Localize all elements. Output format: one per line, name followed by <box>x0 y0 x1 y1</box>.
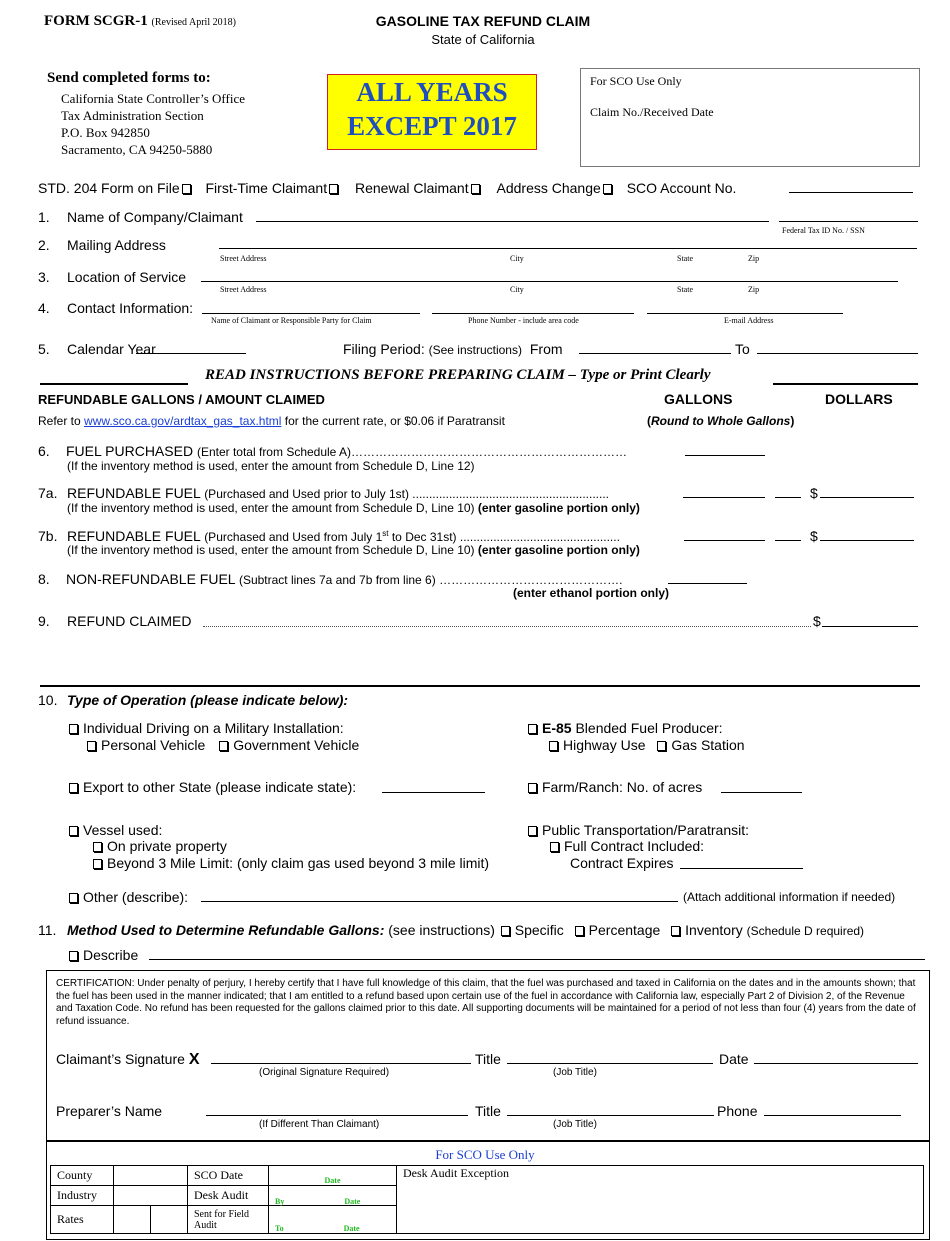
military-option: Individual Driving on a Military Installation: <box>67 720 344 736</box>
export-checkbox[interactable] <box>69 783 78 793</box>
export-state-field[interactable] <box>382 792 485 793</box>
military-checkbox[interactable] <box>69 724 78 734</box>
line4-label: Contact Information: <box>67 300 194 316</box>
email-field[interactable] <box>647 313 843 314</box>
dot-leader <box>203 626 811 627</box>
line6-number: 6. <box>38 443 50 459</box>
signature-label: Claimant’s Signature X <box>56 1051 200 1068</box>
calendar-year-field[interactable] <box>136 353 246 354</box>
mailing-address-block: California State Controller’s Office Tax Administration Section P.O. Box 942850 Sacramento, CA 94250-5880 <box>61 91 245 157</box>
line1-number: 1. <box>38 209 50 225</box>
industry-label: Industry <box>51 1186 114 1206</box>
non-refundable-gallons[interactable] <box>668 583 747 584</box>
line7b-number: 7b. <box>38 528 58 544</box>
rate-reference: Refer to www.sco.ca.gov/ardtax_gas_tax.html for the current rate, or $0.06 if Paratransit <box>38 414 505 428</box>
refundable-7b-dollars[interactable] <box>820 540 914 541</box>
public-transport-checkbox[interactable] <box>528 826 537 836</box>
e85-option: E-85 Blended Fuel Producer: <box>526 720 723 736</box>
other-option: Other (describe): <box>67 889 188 905</box>
street-caption: Street Address <box>220 285 267 294</box>
fuel-purchased-gallons[interactable] <box>685 455 765 456</box>
renewal-checkbox[interactable] <box>471 184 480 194</box>
filing-to-label: To <box>735 341 750 357</box>
line6-label: FUEL PURCHASED (Enter total from Schedule A)…………………………………………………………… <box>66 443 628 459</box>
phone-caption: Phone Number - include area code <box>468 316 579 325</box>
refundable-7b-gallons[interactable] <box>684 540 765 541</box>
dollar-sign: $ <box>810 528 818 544</box>
divider <box>40 383 188 385</box>
dollar-sign: $ <box>813 613 821 629</box>
dollar-sign: $ <box>810 485 818 501</box>
line5-number: 5. <box>38 341 50 357</box>
city-caption: City <box>510 285 524 294</box>
field-audit-cell[interactable]: $_{To}$ $_{Date}$ <box>269 1206 397 1234</box>
desk-audit-cell[interactable]: $_{By}$ $_{Date}$ <box>269 1186 397 1206</box>
phone-label: Phone <box>717 1103 758 1119</box>
line2-number: 2. <box>38 237 50 253</box>
beyond-limit-checkbox[interactable] <box>93 859 102 869</box>
preparer-title-field[interactable] <box>507 1115 714 1116</box>
percentage-checkbox[interactable] <box>575 926 584 936</box>
city-caption: City <box>510 254 524 263</box>
all-years-banner: ALL YEARS EXCEPT 2017 <box>327 74 537 150</box>
responsible-party-caption: Name of Claimant or Responsible Party for Claim <box>211 316 372 325</box>
public-transport-option: Public Transportation/Paratransit: <box>526 822 749 838</box>
state-caption: State <box>677 254 693 263</box>
service-location-field[interactable] <box>201 281 898 282</box>
phone-field[interactable] <box>432 313 634 314</box>
line3-label: Location of Service <box>67 269 187 285</box>
claimant-date-field[interactable] <box>754 1063 918 1064</box>
military-sub-options: Personal Vehicle Government Vehicle <box>85 737 359 753</box>
signature-field[interactable] <box>211 1063 471 1064</box>
gallons-column-heading: GALLONS <box>664 391 733 407</box>
round-note: (Round to Whole Gallons) <box>647 414 795 428</box>
line8-number: 8. <box>38 571 50 587</box>
line7a-number: 7a. <box>38 485 58 501</box>
beyond-limit-option: Beyond 3 Mile Limit: (only claim gas used beyond 3 mile limit) <box>91 855 489 871</box>
line9-number: 9. <box>38 613 50 629</box>
filing-to-field[interactable] <box>757 353 918 354</box>
dollars-column-heading: DOLLARS <box>825 391 893 407</box>
divider <box>773 383 918 385</box>
line7a-note: (If the inventory method is used, enter the amount from Schedule D, Line 10) (enter gasoline portion only) <box>67 501 640 515</box>
describe-option: Describe <box>67 947 138 963</box>
rates-label: Rates <box>51 1206 114 1234</box>
job-title-caption: (Job Title) <box>553 1067 597 1078</box>
signature-caption: (Original Signature Required) <box>259 1067 390 1078</box>
private-property-checkbox[interactable] <box>93 842 102 852</box>
email-caption: E-mail Address <box>724 316 774 325</box>
export-option: Export to other State (please indicate state): <box>67 779 356 795</box>
line9-label: REFUND CLAIMED <box>67 613 192 629</box>
method-row: Method Used to Determine Refundable Gallons: (see instructions) Specific Percentage Inventory (Schedule D required) <box>67 922 865 938</box>
line2-label: Mailing Address <box>67 237 166 253</box>
line1-label: Name of Company/Claimant <box>67 209 243 225</box>
address-change-checkbox[interactable] <box>603 184 612 194</box>
industry-value[interactable] <box>114 1186 188 1206</box>
mailing-address-field[interactable] <box>219 248 917 249</box>
county-label: County <box>51 1166 114 1186</box>
certification-text: CERTIFICATION: Under penalty of perjury, I hereby certify that I have full knowledge of this claim, that the fuel was purchased and taxed in California on the dates and in the amounts shown; that the fuel has been used in the manner indicated; that I am entitled to a refund based upon certain use of the fuel in accordance with California law, especially Part 2 of Division 2, of the Revenue and Taxation Code. No refund has been requested for the gallons claimed prior to this date. All supporting documents will be maintained for a period of not less than four (4) years from the date of refund issuance. <box>56 978 916 1027</box>
sco-date-label: SCO Date <box>188 1166 269 1186</box>
attach-note: (Attach additional information if needed) <box>683 890 896 904</box>
line7b-note: (If the inventory method is used, enter the amount from Schedule D, Line 10) (enter gasoline portion only) <box>67 543 640 557</box>
acres-field[interactable] <box>721 792 802 793</box>
refundable-7b-rate[interactable] <box>775 540 801 541</box>
filing-period-label: Filing Period: (See instructions) From <box>343 341 563 357</box>
refundable-7a-dollars[interactable] <box>820 497 914 498</box>
full-contract-checkbox[interactable] <box>550 842 559 852</box>
preparer-label: Preparer’s Name <box>56 1103 163 1119</box>
e85-checkbox[interactable] <box>528 724 537 734</box>
desk-audit-label: Desk Audit <box>188 1186 269 1206</box>
farm-option: Farm/Ranch: No. of acres <box>526 779 702 795</box>
filing-from-field[interactable] <box>579 353 731 354</box>
sco-account-field[interactable] <box>789 192 913 193</box>
rates-value-2[interactable] <box>151 1206 188 1234</box>
line10-number: 10. <box>38 692 58 708</box>
form-id: FORM SCGR-1 (Revised April 2018) <box>44 13 236 29</box>
revised-date: (Revised April 2018) <box>151 17 236 28</box>
describe-checkbox[interactable] <box>69 951 78 961</box>
vessel-checkbox[interactable] <box>69 826 78 836</box>
contract-expires-label: Contract Expires <box>570 855 674 871</box>
desk-audit-exception[interactable]: Desk Audit Exception <box>397 1166 924 1234</box>
federal-tax-id-field[interactable] <box>779 221 918 222</box>
highway-use-checkbox[interactable] <box>549 741 558 751</box>
method-describe-field[interactable] <box>149 959 925 960</box>
other-describe-field[interactable] <box>201 901 678 902</box>
rate-link[interactable]: www.sco.ca.gov/ardtax_gas_tax.html <box>84 414 282 428</box>
line3-number: 3. <box>38 269 50 285</box>
line8-note: (enter ethanol portion only) <box>513 586 669 600</box>
full-contract-option: Full Contract Included: <box>548 838 704 854</box>
private-property-option: On private property <box>91 838 227 854</box>
page-title: GASOLINE TAX REFUND CLAIM <box>375 13 591 29</box>
federal-tax-id-caption: Federal Tax ID No. / SSN <box>782 226 865 235</box>
preparer-phone-field[interactable] <box>764 1115 901 1116</box>
county-value[interactable] <box>114 1166 188 1186</box>
zip-caption: Zip <box>748 254 760 263</box>
send-to-heading: Send completed forms to: <box>47 70 211 86</box>
std204-label: STD. 204 Form on File <box>38 180 180 196</box>
state-caption: State <box>677 285 693 294</box>
line4-number: 4. <box>38 300 50 316</box>
instructions-banner: READ INSTRUCTIONS BEFORE PREPARING CLAIM – Type or Print Clearly <box>205 367 711 383</box>
responsible-party-field[interactable] <box>202 313 420 314</box>
sco-date-cell[interactable]: Date <box>269 1166 397 1186</box>
title-label: Title <box>475 1051 501 1067</box>
section-heading: REFUNDABLE GALLONS / AMOUNT CLAIMED <box>38 392 325 407</box>
line8-label: NON-REFUNDABLE FUEL (Subtract lines 7a and 7b from line 6) ………………………………………. <box>66 571 623 587</box>
first-time-checkbox[interactable] <box>329 184 338 194</box>
line6-note: (If the inventory method is used, enter the amount from Schedule D, Line 12) <box>67 459 475 473</box>
line11-number: 11. <box>38 922 57 938</box>
rates-value-1[interactable] <box>114 1206 151 1234</box>
company-name-field[interactable] <box>256 221 769 222</box>
operation-heading: Type of Operation (please indicate below): <box>67 692 349 708</box>
sco-use-box: For SCO Use Only Claim No./Received Date <box>580 68 920 167</box>
line5-label: Calendar Year <box>67 341 156 357</box>
std204-checkbox[interactable] <box>182 184 191 194</box>
specific-checkbox[interactable] <box>501 926 510 936</box>
vessel-option: Vessel used: <box>67 822 162 838</box>
sco-table <box>50 1165 924 1234</box>
field-audit-label: Sent for Field Audit <box>188 1206 269 1234</box>
refundable-7a-gallons[interactable] <box>683 497 765 498</box>
sco-table-heading: For SCO Use Only <box>435 1147 535 1162</box>
state-subtitle: State of California <box>431 32 535 47</box>
preparer-name-field[interactable] <box>206 1115 468 1116</box>
job-title-caption: (Job Title) <box>553 1119 597 1130</box>
government-vehicle-checkbox[interactable] <box>219 741 228 751</box>
section-divider <box>40 685 920 687</box>
gas-station-checkbox[interactable] <box>657 741 666 751</box>
refund-claimed-dollars[interactable] <box>822 626 918 627</box>
other-checkbox[interactable] <box>69 893 78 903</box>
zip-caption: Zip <box>748 285 760 294</box>
line7b-label: REFUNDABLE FUEL (Purchased and Used from July 1st to Dec 31st) ................................................ <box>67 528 620 544</box>
inventory-checkbox[interactable] <box>671 926 680 936</box>
claimant-status-row: STD. 204 Form on File First-Time Claimant Renewal Claimant Address Change SCO Account No. <box>38 180 737 196</box>
street-caption: Street Address <box>220 254 267 263</box>
claimant-title-field[interactable] <box>507 1063 713 1064</box>
personal-vehicle-checkbox[interactable] <box>87 741 96 751</box>
preparer-caption: (If Different Than Claimant) <box>259 1119 380 1130</box>
line7a-label: REFUNDABLE FUEL (Purchased and Used prior to July 1st) ........................................................... <box>67 485 609 501</box>
e85-sub-options: Highway Use Gas Station <box>547 737 745 753</box>
title-label: Title <box>475 1103 501 1119</box>
farm-checkbox[interactable] <box>528 783 537 793</box>
refundable-7a-rate[interactable] <box>775 497 801 498</box>
date-label: Date <box>719 1051 749 1067</box>
contract-expires-field[interactable] <box>680 868 803 869</box>
